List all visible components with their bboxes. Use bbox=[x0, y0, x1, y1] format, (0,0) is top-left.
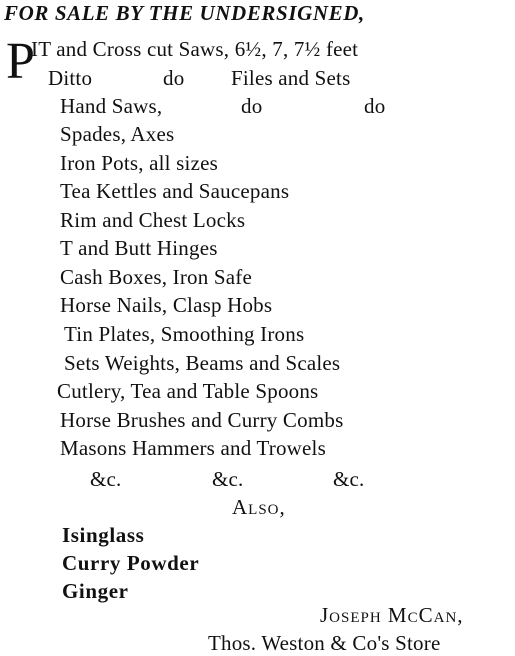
also-heading: Also, bbox=[232, 495, 286, 519]
list-item: T and Butt Hinges bbox=[60, 236, 218, 260]
list-item: Cash Boxes, Iron Safe bbox=[60, 265, 253, 289]
list-item-bold: Curry Powder bbox=[62, 551, 200, 575]
hand-saws-name: Hand Saws, bbox=[60, 94, 163, 118]
etc-3: &c. bbox=[333, 467, 365, 491]
hand-saws-do-1: do bbox=[241, 94, 263, 118]
etc-2: &c. bbox=[212, 467, 244, 491]
list-item: Cutlery, Tea and Table Spoons bbox=[57, 379, 319, 403]
list-item: Horse Nails, Clasp Hobs bbox=[60, 293, 273, 317]
list-item: Tin Plates, Smoothing Irons bbox=[64, 322, 305, 346]
list-item-bold: Isinglass bbox=[62, 523, 145, 547]
list-item: Masons Hammers and Trowels bbox=[60, 436, 326, 460]
list-item: Horse Brushes and Curry Combs bbox=[60, 408, 344, 432]
ditto-do: do bbox=[163, 66, 185, 90]
etc-1: &c. bbox=[90, 467, 122, 491]
signature-name: Joseph McCan, bbox=[320, 603, 464, 627]
signature-place: Thos. Weston & Co's Store bbox=[208, 631, 441, 655]
ditto-word: Ditto bbox=[48, 66, 93, 90]
list-item: Iron Pots, all sizes bbox=[60, 151, 218, 175]
list-item: Spades, Axes bbox=[60, 122, 175, 146]
advertisement-heading: FOR SALE BY THE UNDERSIGNED, bbox=[4, 1, 365, 25]
hand-saws-do-2: do bbox=[364, 94, 386, 118]
list-item: Tea Kettles and Saucepans bbox=[60, 179, 290, 203]
list-item: Rim and Chest Locks bbox=[60, 208, 246, 232]
ditto-rest: Files and Sets bbox=[231, 66, 351, 90]
list-item-bold: Ginger bbox=[62, 579, 129, 603]
list-item: Sets Weights, Beams and Scales bbox=[64, 351, 341, 375]
first-item-line: IT and Cross cut Saws, 6½, 7, 7½ feet bbox=[31, 37, 359, 61]
drop-cap: P bbox=[6, 33, 35, 90]
